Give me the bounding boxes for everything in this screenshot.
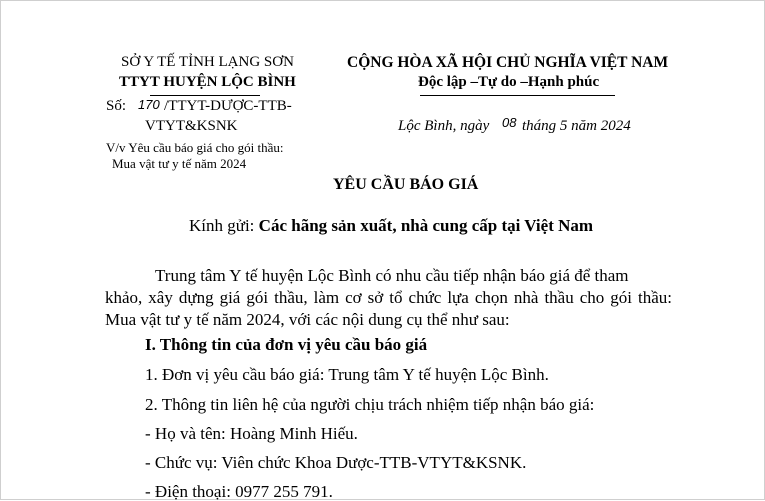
national-title: CỘNG HÒA XÃ HỘI CHỦ NGHĨA VIỆT NAM: [347, 54, 669, 71]
section-1-heading: I. Thông tin của đơn vị yêu cầu báo giá: [145, 335, 428, 354]
contact-phone: - Điện thoại: 0977 255 791.: [145, 482, 333, 501]
recipient-label: Kính gửi:: [189, 216, 255, 235]
national-motto: Độc lập –Tự do –Hạnh phúc: [418, 74, 600, 90]
document-number-code: /TTYT-DƯỢC-TTB-: [164, 98, 292, 114]
paragraph-1-line-2: khảo, xây dựng giá gói thầu, làm cơ sở tổ chức lựa chọn nhà thầu cho gói thầu:: [105, 288, 672, 307]
date-prefix: Lộc Bình, ngày: [398, 118, 490, 134]
motto-underline: [420, 95, 615, 96]
document-number-prefix: Số:: [106, 98, 127, 114]
document-title: YÊU CẦU BÁO GIÁ: [333, 176, 479, 193]
date-day-handwritten: 08: [502, 115, 517, 130]
contact-name: - Họ và tên: Hoàng Minh Hiếu.: [145, 424, 358, 443]
contact-position: - Chức vụ: Viên chức Khoa Dược-TTB-VTYT&KSNK.: [145, 453, 527, 472]
subject-line-1: V/v Yêu cầu báo giá cho gói thầu:: [106, 140, 284, 155]
section-1-item-2: 2. Thông tin liên hệ của người chịu trách nhiệm tiếp nhận báo giá:: [145, 395, 595, 414]
section-1-item-1: 1. Đơn vị yêu cầu báo giá: Trung tâm Y tế huyện Lộc Bình.: [145, 365, 549, 384]
unit-name: TTYT HUYỆN LỘC BÌNH: [119, 74, 296, 90]
date-suffix: tháng 5 năm 2024: [522, 118, 631, 134]
paragraph-1-line-1: Trung tâm Y tế huyện Lộc Bình có nhu cầu tiếp nhận báo giá để tham: [155, 266, 629, 285]
recipient-value: Các hãng sản xuất, nhà cung cấp tại Việt Nam: [258, 216, 594, 235]
paragraph-1-line-3: Mua vật tư y tế năm 2024, với các nội dung cụ thể như sau:: [105, 310, 510, 329]
document-number-handwritten: 170: [138, 97, 160, 112]
recipient-line: [189, 217, 593, 234]
subject-line-2: Mua vật tư y tế năm 2024: [112, 156, 247, 171]
unit-underline: [150, 95, 260, 96]
document-number-code-line2: VTYT&KSNK: [145, 118, 238, 134]
agency-name: SỞ Y TẾ TỈNH LẠNG SƠN: [121, 54, 294, 70]
